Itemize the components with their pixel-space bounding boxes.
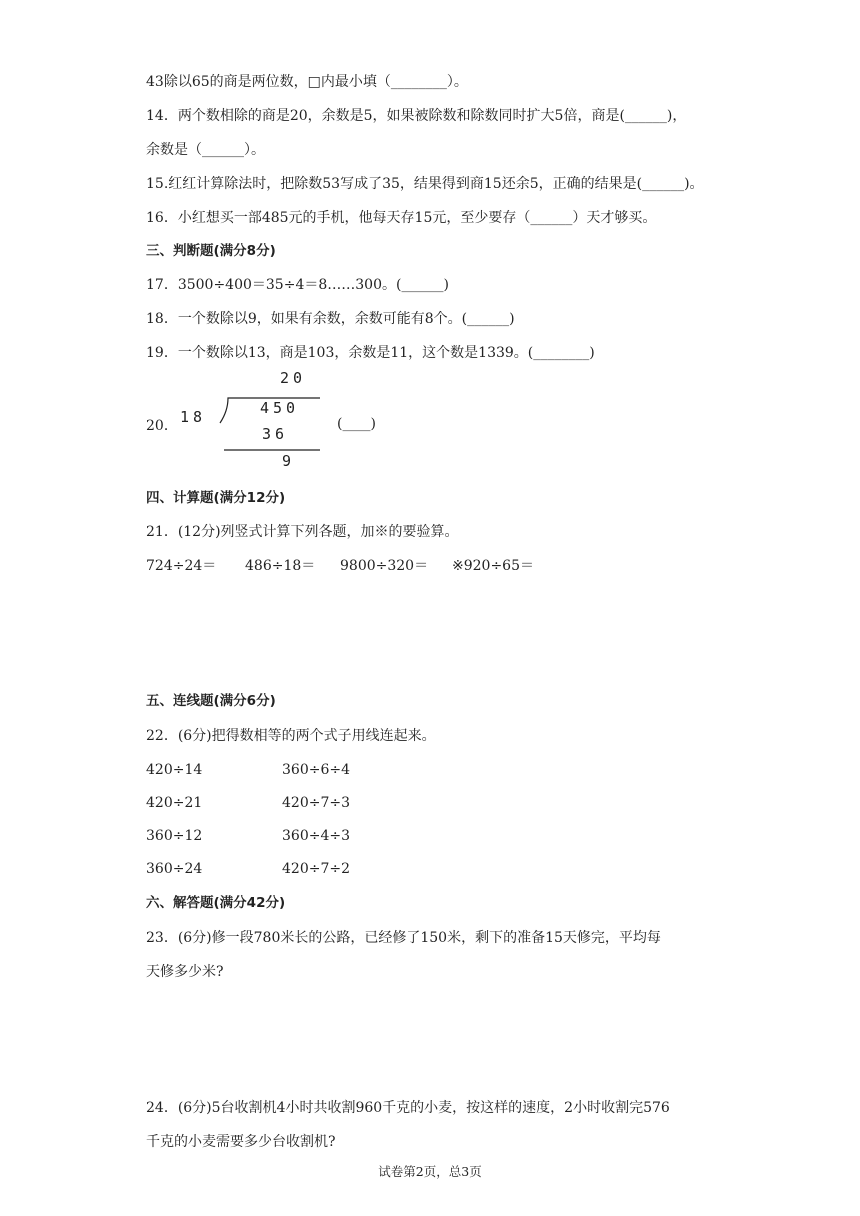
match-left-2: 420÷21 (146, 795, 203, 811)
long-division-figure (170, 366, 340, 470)
section-5-heading: 五、连线题(满分6分) (146, 693, 276, 709)
question-23: 23．(6分)修一段780米长的公路，已经修了150米，剩下的准备15天修完，平均每 (146, 930, 661, 946)
division-product: 36 (262, 425, 289, 443)
question-18: 18．一个数除以9，如果有余数，余数可能有8个。(______) (146, 311, 515, 327)
division-divisor: 18 (180, 408, 207, 426)
division-dividend: 450 (260, 399, 300, 417)
question-17: 17．3500÷400＝35÷4＝8……300。(______) (146, 277, 449, 293)
section-4-heading: 四、计算题(满分12分) (146, 490, 286, 506)
match-left-1: 420÷14 (146, 762, 203, 778)
section-6-heading: 六、解答题(满分42分) (146, 895, 286, 911)
match-right-2: 420÷7÷3 (282, 795, 350, 811)
question-16: 16．小红想买一部485元的手机，他每天存15元，至少要存（______）天才够买。 (146, 210, 657, 226)
question-20-blank: (____) (337, 416, 376, 432)
question-22: 22．(6分)把得数相等的两个式子用线连起来。 (146, 728, 436, 744)
calc-item-1: 724÷24＝ (146, 558, 217, 574)
calc-item-2: 486÷18＝ (245, 558, 316, 574)
question-19: 19．一个数除以13，商是103，余数是11，这个数是1339。(________) (146, 345, 595, 361)
match-right-1: 360÷6÷4 (282, 762, 350, 778)
question-14-cont: 余数是（______）。 (146, 142, 265, 158)
line-q13-cont: 43除以65的商是两位数，□内最小填（________）。 (146, 74, 468, 90)
page-footer: 试卷第2页，总3页 (378, 1164, 482, 1179)
match-left-3: 360÷12 (146, 828, 203, 844)
match-left-4: 360÷24 (146, 861, 203, 877)
question-21: 21．(12分)列竖式计算下列各题，加※的要验算。 (146, 524, 459, 540)
question-24-cont: 千克的小麦需要多少台收割机? (146, 1134, 336, 1150)
question-24: 24．(6分)5台收割机4小时共收割960千克的小麦，按这样的速度，2小时收割完576 (146, 1100, 670, 1116)
division-bracket (170, 366, 340, 466)
division-quotient: 20 (280, 369, 307, 387)
division-remainder: 9 (282, 452, 296, 470)
calc-item-3: 9800÷320＝ (340, 558, 429, 574)
question-15: 15.红红计算除法时，把除数53写成了35，结果得到商15还余5，正确的结果是(______)。 (146, 176, 704, 192)
section-3-heading: 三、判断题(满分8分) (146, 243, 276, 259)
match-right-3: 360÷4÷3 (282, 828, 350, 844)
question-23-cont: 天修多少米? (146, 964, 224, 980)
question-14: 14．两个数相除的商是20，余数是5，如果被除数和除数同时扩大5倍，商是(______)， (146, 108, 687, 124)
question-20-number: 20． (146, 418, 178, 434)
calc-item-4: ※920÷65＝ (452, 558, 534, 574)
match-right-4: 420÷7÷2 (282, 861, 350, 877)
